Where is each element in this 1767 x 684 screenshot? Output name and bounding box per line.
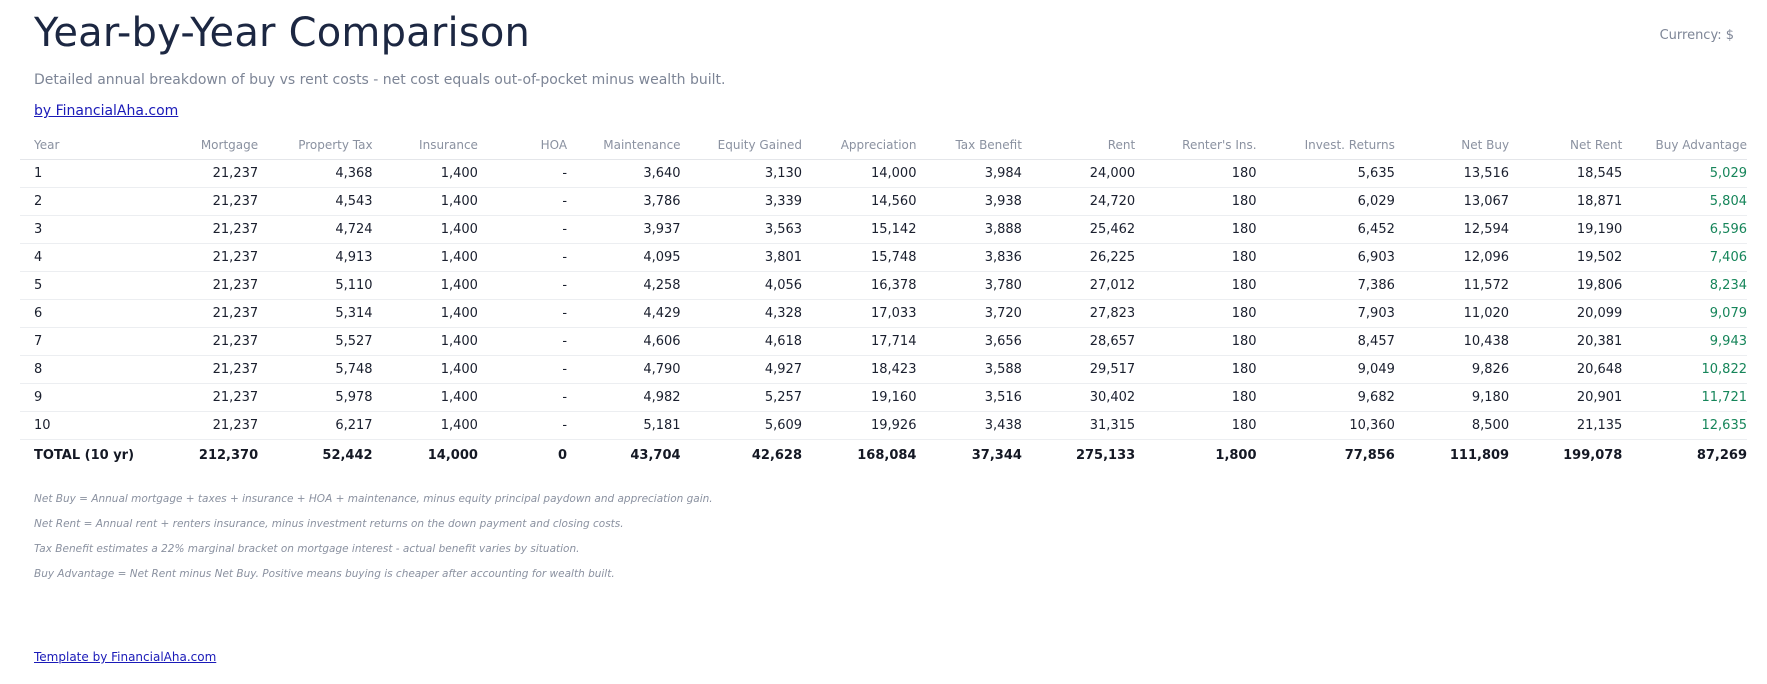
total-cell: 37,344 — [916, 440, 1021, 471]
table-row — [20, 244, 1747, 272]
table-cell: 7,406 — [1622, 244, 1747, 272]
table-cell: 1,400 — [373, 300, 478, 328]
footnote: Net Buy = Annual mortgage + taxes + insurance + HOA + maintenance, minus equity principal paydown and appreciation gain. — [34, 493, 713, 505]
table-cell: 20,099 — [1509, 300, 1622, 328]
table-cell: 4,056 — [681, 272, 802, 300]
table-cell: - — [478, 216, 567, 244]
column-header: Renter's Ins. — [1135, 131, 1256, 160]
table-cell: 9,180 — [1395, 384, 1509, 412]
table-cell: 21,237 — [134, 412, 258, 440]
table-row — [20, 300, 1747, 328]
footnote: Net Rent = Annual rent + renters insurance, minus investment returns on the down payment and closing costs. — [34, 518, 624, 530]
table-cell: 27,823 — [1022, 300, 1135, 328]
table-cell: 3,780 — [916, 272, 1021, 300]
table-cell: 21,237 — [134, 272, 258, 300]
table-cell: 10 — [20, 412, 134, 440]
table-cell: 1,400 — [373, 272, 478, 300]
table-cell: 6,903 — [1257, 244, 1395, 272]
table-cell: - — [478, 272, 567, 300]
table-cell: 19,190 — [1509, 216, 1622, 244]
table-cell: 2 — [20, 188, 134, 216]
table-cell: 1,400 — [373, 188, 478, 216]
table-cell: 3,938 — [916, 188, 1021, 216]
total-cell: 111,809 — [1395, 440, 1509, 471]
footnote: Buy Advantage = Net Rent minus Net Buy. Positive means buying is cheaper after accounting for wealth built. — [34, 568, 615, 580]
table-cell: 4,913 — [258, 244, 372, 272]
table-cell: 4,927 — [681, 356, 802, 384]
table-cell: - — [478, 356, 567, 384]
column-header: Invest. Returns — [1257, 131, 1395, 160]
table-cell: 5,748 — [258, 356, 372, 384]
column-header: Maintenance — [567, 131, 681, 160]
table-cell: 6 — [20, 300, 134, 328]
total-cell: 14,000 — [373, 440, 478, 471]
table-cell: 3,588 — [916, 356, 1021, 384]
table-cell: 4 — [20, 244, 134, 272]
table-row — [20, 412, 1747, 440]
table-cell: 30,402 — [1022, 384, 1135, 412]
table-cell: 4,429 — [567, 300, 681, 328]
total-cell: 87,269 — [1622, 440, 1747, 471]
table-cell: 3,339 — [681, 188, 802, 216]
table-cell: 180 — [1135, 328, 1256, 356]
table-cell: 1,400 — [373, 412, 478, 440]
table-cell: 8 — [20, 356, 134, 384]
table-cell: 5,181 — [567, 412, 681, 440]
table-cell: 29,517 — [1022, 356, 1135, 384]
table-cell: 21,237 — [134, 216, 258, 244]
column-header: Appreciation — [802, 131, 916, 160]
table-cell: 28,657 — [1022, 328, 1135, 356]
table-cell: 21,237 — [134, 328, 258, 356]
column-header: Year — [20, 131, 134, 160]
table-cell: 5,029 — [1622, 160, 1747, 188]
table-body — [20, 160, 1747, 440]
table-cell: 5,804 — [1622, 188, 1747, 216]
table-cell: 3,130 — [681, 160, 802, 188]
table-cell: 19,160 — [802, 384, 916, 412]
column-header: Mortgage — [134, 131, 258, 160]
table-cell: 21,135 — [1509, 412, 1622, 440]
table-cell: 9,049 — [1257, 356, 1395, 384]
table-cell: 4,368 — [258, 160, 372, 188]
table-cell: 3,888 — [916, 216, 1021, 244]
table-cell: 180 — [1135, 160, 1256, 188]
table-cell: 21,237 — [134, 384, 258, 412]
table-cell: 5,314 — [258, 300, 372, 328]
column-header: Tax Benefit — [916, 131, 1021, 160]
table-cell: 1,400 — [373, 160, 478, 188]
column-header: Property Tax — [258, 131, 372, 160]
table-cell: 1,400 — [373, 384, 478, 412]
table-cell: 3,438 — [916, 412, 1021, 440]
table-cell: 14,000 — [802, 160, 916, 188]
table-cell: 31,315 — [1022, 412, 1135, 440]
table-row — [20, 216, 1747, 244]
table-cell: 4,790 — [567, 356, 681, 384]
table-cell: 4,606 — [567, 328, 681, 356]
table-cell: 3,640 — [567, 160, 681, 188]
byline-link[interactable]: by FinancialAha.com — [34, 103, 179, 119]
column-header: Buy Advantage — [1622, 131, 1747, 160]
table-cell: 5,110 — [258, 272, 372, 300]
table-cell: 21,237 — [134, 188, 258, 216]
table-cell: 180 — [1135, 300, 1256, 328]
total-cell: TOTAL (10 yr) — [20, 440, 134, 471]
table-cell: 180 — [1135, 356, 1256, 384]
table-cell: 19,502 — [1509, 244, 1622, 272]
table-cell: - — [478, 300, 567, 328]
table-cell: 3,563 — [681, 216, 802, 244]
table-cell: 26,225 — [1022, 244, 1135, 272]
table-cell: 7,903 — [1257, 300, 1395, 328]
table-cell: 6,029 — [1257, 188, 1395, 216]
column-header: Insurance — [373, 131, 478, 160]
table-cell: 3,656 — [916, 328, 1021, 356]
total-cell: 1,800 — [1135, 440, 1256, 471]
table-cell: 21,237 — [134, 356, 258, 384]
table-cell: 180 — [1135, 272, 1256, 300]
table-cell: 4,258 — [567, 272, 681, 300]
table-cell: 180 — [1135, 216, 1256, 244]
table-cell: 3,516 — [916, 384, 1021, 412]
table-row — [20, 160, 1747, 188]
table-cell: 5,978 — [258, 384, 372, 412]
table-cell: 5,609 — [681, 412, 802, 440]
table-cell: 7 — [20, 328, 134, 356]
table-cell: 12,594 — [1395, 216, 1509, 244]
table-cell: 4,982 — [567, 384, 681, 412]
table-cell: 3,836 — [916, 244, 1021, 272]
table-cell: 5,527 — [258, 328, 372, 356]
column-header: HOA — [478, 131, 567, 160]
total-cell: 275,133 — [1022, 440, 1135, 471]
table-cell: - — [478, 412, 567, 440]
table-cell: 13,516 — [1395, 160, 1509, 188]
table-cell: 13,067 — [1395, 188, 1509, 216]
page-subtitle: Detailed annual breakdown of buy vs rent costs - net cost equals out-of-pocket minus wealth built. — [34, 72, 726, 88]
column-header: Rent — [1022, 131, 1135, 160]
table-cell: 4,095 — [567, 244, 681, 272]
table-cell: 4,543 — [258, 188, 372, 216]
table-cell: 27,012 — [1022, 272, 1135, 300]
table-header-row — [20, 131, 1747, 160]
table-cell: 4,724 — [258, 216, 372, 244]
table-cell: 25,462 — [1022, 216, 1135, 244]
table-cell: 17,714 — [802, 328, 916, 356]
total-cell: 199,078 — [1509, 440, 1622, 471]
table-cell: 11,721 — [1622, 384, 1747, 412]
table-cell: - — [478, 328, 567, 356]
table-cell: 6,596 — [1622, 216, 1747, 244]
table-cell: 8,234 — [1622, 272, 1747, 300]
table-cell: 3,984 — [916, 160, 1021, 188]
table-cell: 180 — [1135, 412, 1256, 440]
table-cell: 1,400 — [373, 328, 478, 356]
table-cell: 24,720 — [1022, 188, 1135, 216]
table-cell: 21,237 — [134, 300, 258, 328]
table-row — [20, 188, 1747, 216]
table-cell: 3,786 — [567, 188, 681, 216]
table-cell: 5,257 — [681, 384, 802, 412]
table-cell: 180 — [1135, 384, 1256, 412]
table-cell: 9 — [20, 384, 134, 412]
table-cell: 18,545 — [1509, 160, 1622, 188]
table-row — [20, 384, 1747, 412]
table-cell: 3,801 — [681, 244, 802, 272]
currency-label: Currency: $ — [1659, 28, 1734, 43]
column-header: Net Rent — [1509, 131, 1622, 160]
table-cell: 12,635 — [1622, 412, 1747, 440]
table-cell: 6,452 — [1257, 216, 1395, 244]
total-cell: 52,442 — [258, 440, 372, 471]
table-cell: 12,096 — [1395, 244, 1509, 272]
total-cell: 0 — [478, 440, 567, 471]
table-row — [20, 328, 1747, 356]
table-cell: 18,423 — [802, 356, 916, 384]
table-cell: 16,378 — [802, 272, 916, 300]
table-row — [20, 272, 1747, 300]
template-credit-link[interactable]: Template by FinancialAha.com — [34, 650, 217, 664]
table-cell: 9,826 — [1395, 356, 1509, 384]
page-title: Year-by-Year Comparison — [34, 10, 531, 56]
table-cell: - — [478, 244, 567, 272]
total-cell: 42,628 — [681, 440, 802, 471]
footnotes — [34, 493, 713, 593]
table-cell: 20,381 — [1509, 328, 1622, 356]
table-cell: 6,217 — [258, 412, 372, 440]
table-cell: 20,901 — [1509, 384, 1622, 412]
table-cell: 14,560 — [802, 188, 916, 216]
table-cell: 8,457 — [1257, 328, 1395, 356]
table-row — [20, 356, 1747, 384]
table-cell: 10,438 — [1395, 328, 1509, 356]
total-row — [20, 440, 1747, 471]
total-cell: 212,370 — [134, 440, 258, 471]
total-cell: 43,704 — [567, 440, 681, 471]
table-cell: 19,926 — [802, 412, 916, 440]
table-cell: 11,020 — [1395, 300, 1509, 328]
table-cell: 1,400 — [373, 244, 478, 272]
table-cell: 21,237 — [134, 244, 258, 272]
table-cell: 11,572 — [1395, 272, 1509, 300]
table-cell: 3,720 — [916, 300, 1021, 328]
table-cell: 4,328 — [681, 300, 802, 328]
table-cell: 15,748 — [802, 244, 916, 272]
table-cell: 10,822 — [1622, 356, 1747, 384]
table-cell: 180 — [1135, 188, 1256, 216]
table-cell: 1,400 — [373, 216, 478, 244]
footnote: Tax Benefit estimates a 22% marginal bracket on mortgage interest - actual benefit varies by situation. — [34, 543, 580, 555]
table-cell: 3,937 — [567, 216, 681, 244]
table-cell: 21,237 — [134, 160, 258, 188]
total-cell: 168,084 — [802, 440, 916, 471]
table-cell: 3 — [20, 216, 134, 244]
column-header: Equity Gained — [681, 131, 802, 160]
table-cell: 19,806 — [1509, 272, 1622, 300]
table-cell: 9,943 — [1622, 328, 1747, 356]
table-cell: 9,079 — [1622, 300, 1747, 328]
table-cell: 5 — [20, 272, 134, 300]
table-cell: 24,000 — [1022, 160, 1135, 188]
table-cell: 1,400 — [373, 356, 478, 384]
table-cell: 7,386 — [1257, 272, 1395, 300]
table-cell: - — [478, 188, 567, 216]
table-cell: 180 — [1135, 244, 1256, 272]
table-cell: 15,142 — [802, 216, 916, 244]
table-cell: 5,635 — [1257, 160, 1395, 188]
table-cell: 18,871 — [1509, 188, 1622, 216]
table-cell: 20,648 — [1509, 356, 1622, 384]
table-cell: 10,360 — [1257, 412, 1395, 440]
column-header: Net Buy — [1395, 131, 1509, 160]
table-cell: - — [478, 384, 567, 412]
comparison-table — [20, 131, 1747, 470]
table-cell: 8,500 — [1395, 412, 1509, 440]
table-cell: 17,033 — [802, 300, 916, 328]
table-cell: 4,618 — [681, 328, 802, 356]
table-cell: 1 — [20, 160, 134, 188]
total-cell: 77,856 — [1257, 440, 1395, 471]
table-cell: - — [478, 160, 567, 188]
table-cell: 9,682 — [1257, 384, 1395, 412]
